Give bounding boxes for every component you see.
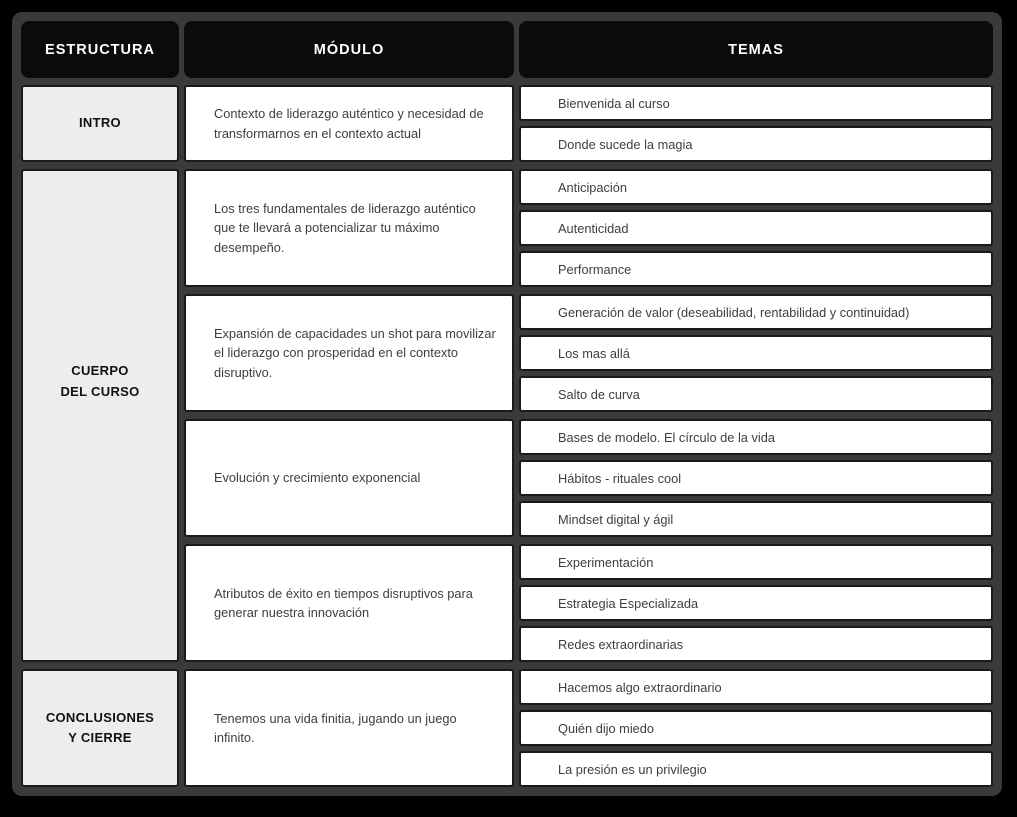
tema-cell: Hábitos - rituales cool: [519, 460, 993, 496]
table-body: [21, 85, 993, 787]
tema-cell: Los mas allá: [519, 335, 993, 371]
temas-column: [519, 544, 993, 662]
tema-cell: Estrategia Especializada: [519, 585, 993, 621]
module-row: [184, 169, 993, 287]
tema-cell: Bienvenida al curso: [519, 85, 993, 121]
estructura-cell: CUERPO DEL CURSO: [21, 169, 179, 662]
module-row: [184, 544, 993, 662]
modules-column: [184, 85, 993, 162]
temas-column: [519, 669, 993, 787]
table-section: [21, 85, 993, 162]
temas-column: [519, 294, 993, 412]
tema-cell: Performance: [519, 251, 993, 287]
column-header-estructura: ESTRUCTURA: [21, 21, 179, 78]
module-cell: Atributos de éxito en tiempos disruptivos para generar nuestra innovación: [184, 544, 514, 662]
temas-column: [519, 85, 993, 162]
module-row: [184, 294, 993, 412]
module-row: [184, 419, 993, 537]
table-frame: [12, 12, 1002, 796]
tema-cell: Salto de curva: [519, 376, 993, 412]
column-header-temas: TEMAS: [519, 21, 993, 78]
tema-cell: Generación de valor (deseabilidad, rentabilidad y continuidad): [519, 294, 993, 330]
module-cell: Tenemos una vida finitia, jugando un juego infinito.: [184, 669, 514, 787]
module-cell: Los tres fundamentales de liderazgo auténtico que te llevará a potencializar tu máximo desempeño.: [184, 169, 514, 287]
modules-column: [184, 169, 993, 662]
tema-cell: Donde sucede la magia: [519, 126, 993, 162]
module-cell: Expansión de capacidades un shot para movilizar el liderazgo con prosperidad en el contexto disruptivo.: [184, 294, 514, 412]
tema-cell: Redes extraordinarias: [519, 626, 993, 662]
module-row: [184, 669, 993, 787]
tema-cell: La presión es un privilegio: [519, 751, 993, 787]
tema-cell: Bases de modelo. El círculo de la vida: [519, 419, 993, 455]
column-header-modulo: MÓDULO: [184, 21, 514, 78]
tema-cell: Mindset digital y ágil: [519, 501, 993, 537]
table-section: [21, 169, 993, 662]
module-cell: Contexto de liderazgo auténtico y necesidad de transformarnos en el contexto actual: [184, 85, 514, 162]
tema-cell: Quién dijo miedo: [519, 710, 993, 746]
tema-cell: Anticipación: [519, 169, 993, 205]
table-section: [21, 669, 993, 787]
tema-cell: Hacemos algo extraordinario: [519, 669, 993, 705]
estructura-cell: CONCLUSIONES Y CIERRE: [21, 669, 179, 787]
tema-cell: Autenticidad: [519, 210, 993, 246]
temas-column: [519, 419, 993, 537]
modules-column: [184, 669, 993, 787]
module-cell: Evolución y crecimiento exponencial: [184, 419, 514, 537]
temas-column: [519, 169, 993, 287]
tema-cell: Experimentación: [519, 544, 993, 580]
module-row: [184, 85, 993, 162]
estructura-cell: INTRO: [21, 85, 179, 162]
table-header-row: [21, 21, 993, 78]
